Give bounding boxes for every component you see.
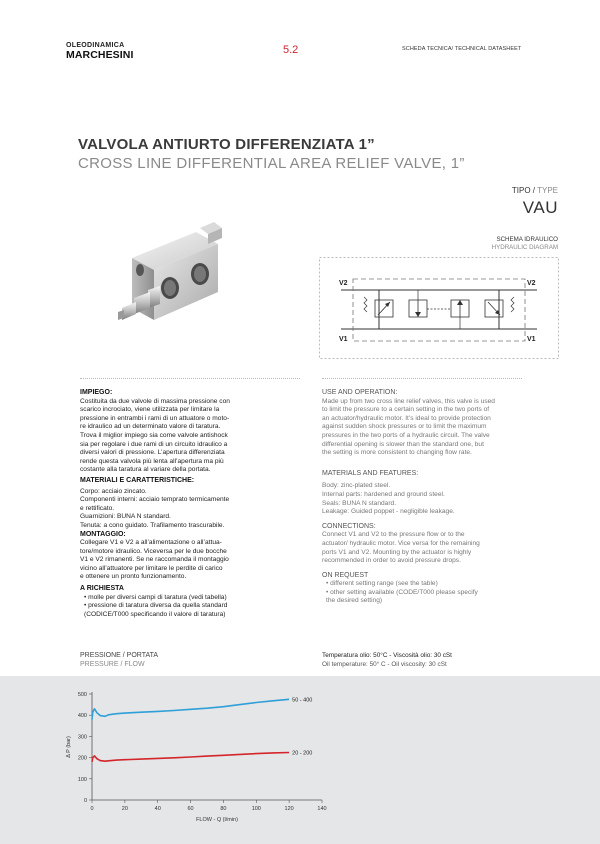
title-english: CROSS LINE DIFFERENTIAL AREA RELIEF VALVE, 1” — [78, 155, 465, 172]
connections-line: recommended in order to avoid pressure drops. — [322, 557, 461, 565]
y-tick-label: 300 — [77, 734, 87, 741]
impiego-line: scarico incrociato, viene utilizzata per limitare la — [80, 406, 220, 414]
impiego-line: diversi valori di pressione. L’apertura differenziata — [80, 449, 225, 457]
y-tick-label: 500 — [77, 692, 87, 698]
port-v1-left: V1 — [339, 336, 348, 343]
port-v2-left: V2 — [339, 280, 348, 287]
richiesta-line: • pressione di taratura diversa da quella standard — [84, 602, 228, 610]
schema-label-en: HYDRAULIC DIAGRAM — [491, 244, 558, 251]
italian-text-column — [80, 389, 308, 619]
x-tick-label: 40 — [154, 806, 161, 812]
montaggio-line: Collegare V1 e V2 a all’alimentazione o all’attua- — [80, 539, 222, 547]
impiego-line: pressione in entrambi i rami di un attuatore o moto- — [80, 414, 230, 422]
materials-line: Body: zinc-plated steel. — [322, 482, 391, 490]
y-tick-label: 200 — [77, 755, 87, 762]
richiesta-line: (CODICE/T000 specificando il valore di taratura) — [84, 610, 226, 618]
materiali-line: Corpo: acciaio zincato. — [80, 487, 147, 495]
use-line: the setting is more consistent to changing flow rate. — [322, 449, 472, 457]
type-label — [512, 186, 558, 195]
use-line: an actuator/hydraulic motor. It’s ideal to provide protection — [322, 414, 491, 422]
use-line: to limit the pressure to a certain setting in the two ports of — [322, 406, 490, 414]
section-number: 5.2 — [283, 44, 299, 56]
datasheet-label: SCHEDA TECNICA/ TECHNICAL DATASHEET — [402, 46, 522, 52]
pressure-flow-chart — [0, 676, 600, 844]
series-label: 50 - 400 — [292, 697, 313, 704]
montaggio-line: tore/motore idraulico. Viceversa per le due bocche — [80, 547, 227, 555]
title-italian: VALVOLA ANTIURTO DIFFERENZIATA 1” — [78, 136, 375, 153]
impiego-heading: IMPIEGO: — [80, 389, 113, 396]
request-heading: ON REQUEST — [322, 571, 369, 579]
materiali-line: Componenti interni: acciaio temprato termicamente — [80, 496, 230, 504]
pressure-flow-label-en: PRESSURE / FLOW — [80, 661, 145, 668]
montaggio-line: vicino all’attuatore per limitare le perdite di carico — [80, 564, 223, 572]
request-line: • different setting range (see the table) — [326, 580, 438, 588]
x-tick-label: 100 — [251, 806, 261, 812]
impiego-line: re idraulico ad un determinato valore di taratura. — [80, 423, 221, 431]
materials-line: Seals: BUNA N standard. — [322, 499, 397, 507]
montaggio-line: e ottenere un pronto funzionamento. — [80, 573, 187, 581]
type-value: VAU — [522, 198, 558, 217]
request-line: the desired setting) — [326, 597, 383, 605]
impiego-line: Costituita da due valvole di massima pressione con — [80, 397, 230, 405]
port-v2-right: V2 — [527, 280, 536, 287]
x-tick-label: 20 — [121, 806, 128, 812]
use-line: against sudden shock pressures or to limit the maximum — [322, 423, 487, 431]
x-tick-label: 80 — [220, 806, 227, 812]
temperature-en: Oil temperature: 50° C - Oil viscosity: 30 cSt — [322, 661, 447, 668]
y-axis-label: Δ P (bar) — [66, 736, 72, 758]
use-line: Made up from two cross line relief valves, this valve is used — [322, 397, 495, 405]
type-label-separator: / — [530, 186, 538, 195]
series-line-20-200 — [92, 753, 289, 762]
company-name-top: OLEODINAMICA — [66, 42, 125, 49]
use-line: pressures in the two ports of a hydraulic circuit. The valve — [322, 431, 490, 439]
english-text-column — [322, 389, 542, 606]
y-tick-label: 100 — [77, 776, 87, 783]
materials-heading: MATERIALS AND FEATURES: — [322, 469, 419, 477]
separator-left — [80, 378, 300, 379]
valve-product-image — [118, 208, 248, 340]
materials-line: Internal parts: hardened and ground steel. — [322, 490, 445, 498]
x-axis-label: FLOW - Q (l/min) — [196, 817, 238, 823]
connections-heading: CONNECTIONS: — [322, 522, 376, 530]
use-heading: USE AND OPERATION: — [322, 389, 398, 396]
series-line-50-400 — [92, 699, 289, 719]
x-tick-label: 0 — [90, 806, 94, 812]
port-v1-right: V1 — [527, 336, 536, 343]
company-logo: MARCHESINI — [66, 49, 134, 61]
pressure-flow-label-it: PRESSIONE / PORTATA — [80, 652, 159, 659]
materiali-heading: MATERIALI E CARATTERISTICHE: — [80, 476, 195, 484]
connections-line: ports V1 and V2. Mounting by the actuator is highly — [322, 548, 472, 556]
type-label-en: TYPE — [537, 186, 558, 195]
connections-line: actuator/ hydraulic motor. Vice versa for the remaining — [322, 539, 480, 547]
series-label: 20 - 200 — [292, 750, 313, 757]
y-tick-label: 400 — [77, 713, 87, 720]
temperature-it: Temperatura olio: 50°C - Viscosità olio: 30 cSt — [322, 652, 452, 659]
diagram-frame — [320, 258, 559, 359]
materiali-line: e rettificato. — [80, 504, 115, 512]
y-tick-label: 0 — [83, 798, 87, 804]
materials-line: Leakage: Guided poppet - negligible leakage. — [322, 508, 455, 516]
richiesta-line: • molle per diversi campi di taratura (vedi tabella) — [84, 593, 227, 601]
materiali-line: Tenuta: a cono guidato. Trafilamento trascurabile. — [80, 521, 225, 529]
connections-line: Connect V1 and V2 to the pressure flow or to the — [322, 531, 465, 539]
impiego-line: Trova il miglior impiego sia come valvole antishock — [80, 431, 228, 439]
separator-right — [322, 378, 522, 379]
impiego-line: rende questa valvola più lenta all’apertura ma più — [80, 457, 224, 465]
montaggio-line: V1 e V2 rimanenti. Se ne raccomanda il montaggio — [80, 556, 229, 564]
materiali-line: Guarnizioni: BUNA N standard. — [80, 513, 171, 521]
schema-label-it: SCHEMA IDRAULICO — [496, 236, 558, 243]
x-tick-label: 120 — [284, 806, 294, 812]
hydraulic-diagram — [319, 257, 559, 359]
x-tick-label: 140 — [317, 806, 327, 812]
impiego-line: costante alla taratura al variare della portata. — [80, 466, 211, 474]
richiesta-heading: A RICHIESTA — [80, 585, 124, 593]
request-line: • other setting available (CODE/T000 please specify — [326, 588, 478, 596]
montaggio-heading: MONTAGGIO: — [80, 530, 126, 538]
type-label-it: TIPO — [511, 186, 531, 195]
x-tick-label: 60 — [187, 806, 194, 812]
use-line: differential opening is slower than the standard one, but — [322, 440, 484, 448]
impiego-line: sia per regolare i due rami di un circuito idraulico a — [80, 440, 228, 448]
